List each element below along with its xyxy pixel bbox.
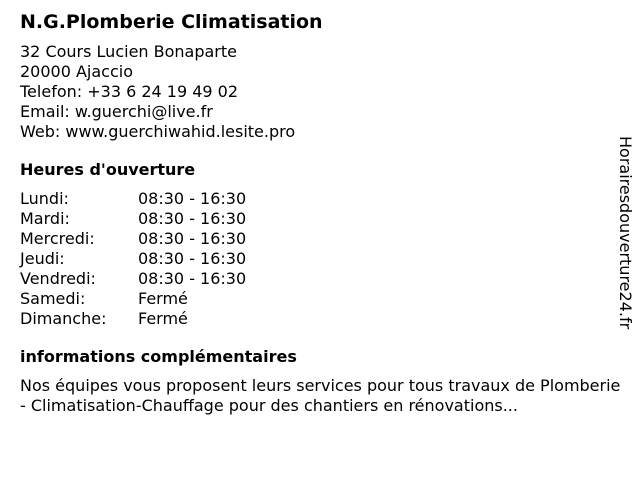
hours-row-mercredi	[20, 229, 630, 249]
time-range: 08:30 - 16:30	[138, 229, 247, 248]
time-range: 08:30 - 16:30	[138, 269, 247, 288]
address-city: 20000 Ajaccio	[20, 62, 134, 81]
hours-row-vendredi	[20, 269, 630, 289]
day-label: Mercredi:	[20, 229, 95, 248]
phone-line: Telefon: +33 6 24 19 49 02	[20, 82, 239, 101]
hours-row-jeudi	[20, 249, 630, 269]
day-label: Dimanche:	[20, 309, 107, 328]
hours-row-lundi	[20, 189, 630, 209]
day-label: Samedi:	[20, 289, 86, 308]
opening-hours-heading: Heures d'ouverture	[20, 160, 196, 179]
day-label: Jeudi:	[20, 249, 65, 268]
time-range: 08:30 - 16:30	[138, 209, 247, 228]
additional-info-text: Nos équipes vous proposent leurs services pour tous travaux de Plomberie - Climatisation-Chauffage pour des chantiers en rénovations...	[20, 376, 621, 415]
hours-row-mardi	[20, 209, 630, 229]
hours-row-dimanche	[20, 309, 630, 329]
website-line: Web: www.guerchiwahid.lesite.pro	[20, 122, 296, 141]
time-range: Fermé	[138, 309, 188, 328]
time-range: 08:30 - 16:30	[138, 189, 247, 208]
additional-info-heading: informations complémentaires	[20, 347, 297, 366]
business-name: N.G.Plomberie Climatisation	[20, 11, 323, 33]
hours-row-samedi	[20, 289, 630, 309]
business-card	[20, 9, 630, 416]
email-line: Email: w.guerchi@live.fr	[20, 102, 213, 121]
contact-block	[20, 42, 630, 142]
address-street: 32 Cours Lucien Bonaparte	[20, 42, 237, 61]
time-range: 08:30 - 16:30	[138, 249, 247, 268]
day-label: Vendredi:	[20, 269, 96, 288]
day-label: Lundi:	[20, 189, 69, 208]
site-watermark: Horairesdouverture24.fr	[616, 136, 635, 330]
day-label: Mardi:	[20, 209, 70, 228]
opening-hours-table	[20, 189, 630, 329]
time-range: Fermé	[138, 289, 188, 308]
